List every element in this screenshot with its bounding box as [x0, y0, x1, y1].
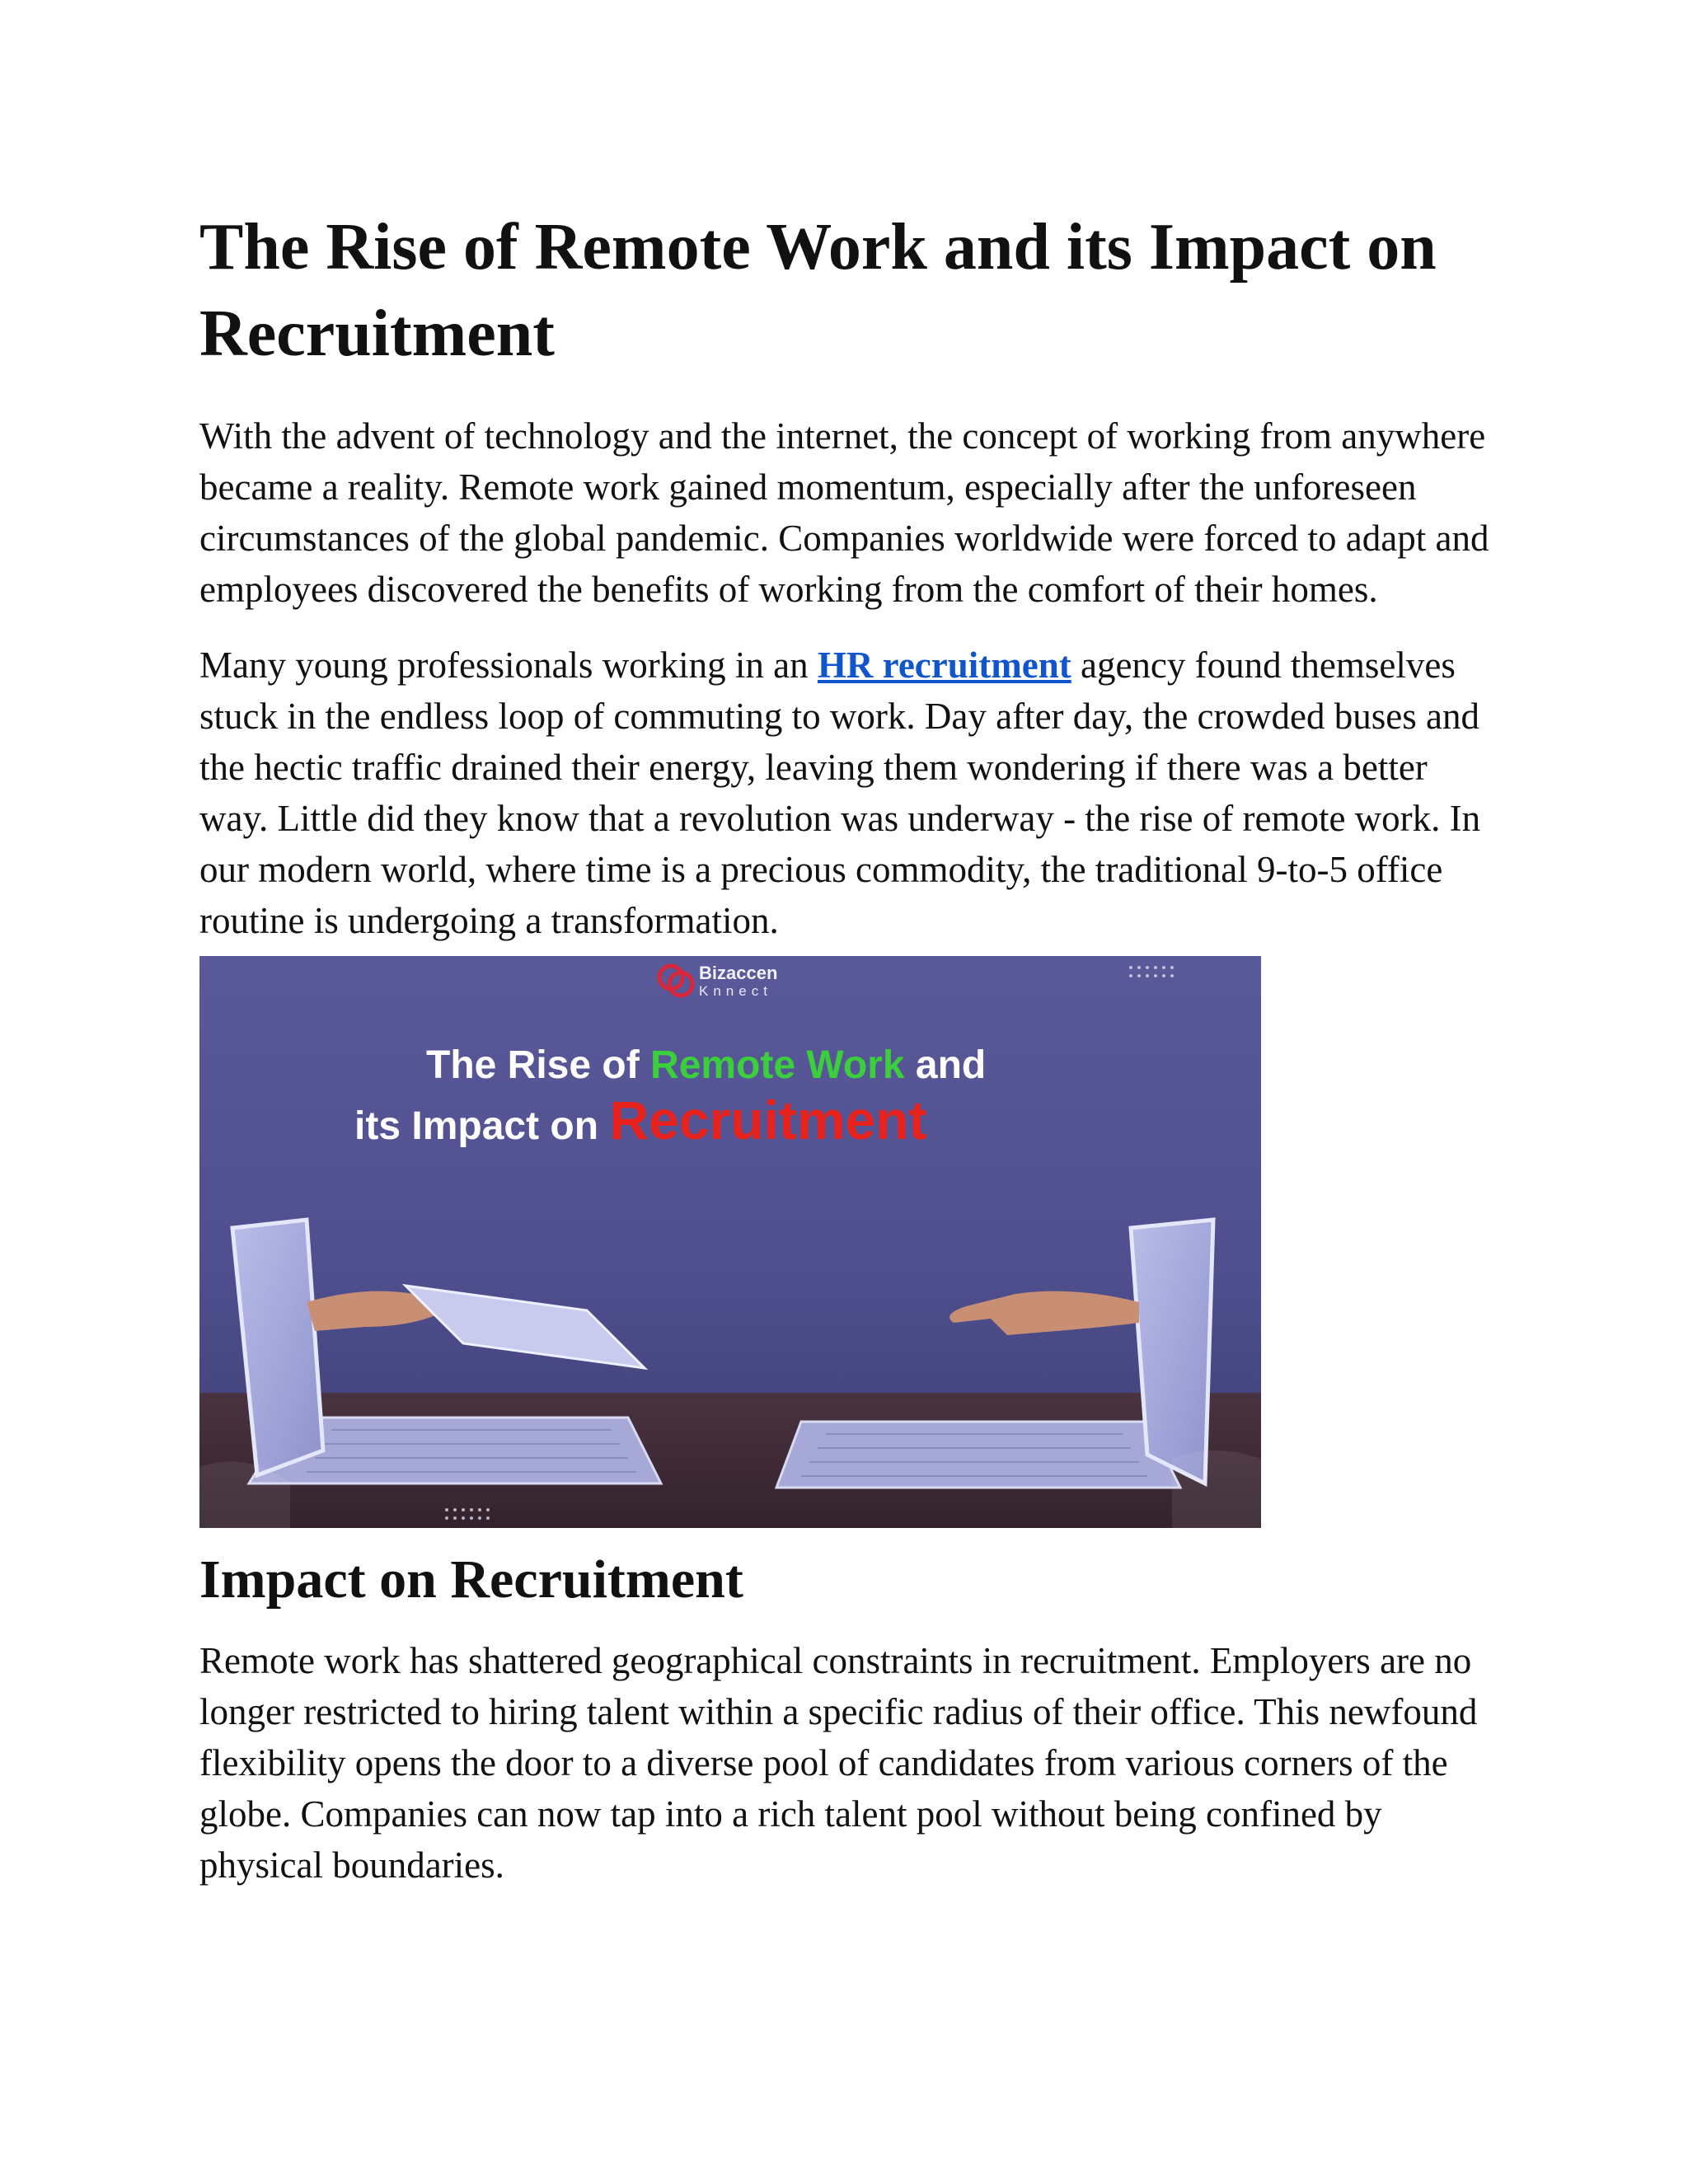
- banner-headline-line1: [426, 1043, 986, 1087]
- banner-line2-highlight: Recruitment: [609, 1090, 927, 1151]
- banner-line2-part-a: its Impact on: [354, 1104, 610, 1148]
- brand-name-line2: Knnect: [699, 983, 772, 999]
- paragraph-text-before-link: Many young professionals working in an: [199, 644, 818, 686]
- intro-paragraph: With the advent of technology and the internet, the concept of working from anywhere became a reality. Remote work gained momentum, especially after the unforeseen circumstances of the global pandemic. Companies worldwide were forced to adapt and employees discovered the benefits of working from the comfort of their homes.: [199, 415, 1489, 610]
- paragraph-text-after-link: agency found themselves stuck in the endless loop of commuting to work. Day after day, the crowded buses and the hectic traffic drained their energy, leaving them wondering if there was a better way. Little did they know that a revolution was underway - the rise of remote work. In our modern world, where time is a precious commodity, the traditional 9-to-5 office routine is undergoing a transformation.: [199, 644, 1481, 941]
- banner-line1-highlight: Remote Work: [650, 1043, 905, 1087]
- article-title: The Rise of Remote Work and its Impact on Recruitment: [199, 211, 1437, 370]
- hr-recruitment-link[interactable]: HR recruitment: [817, 644, 1071, 686]
- commute-paragraph: [199, 640, 1502, 946]
- article-body: [199, 204, 1502, 1891]
- banner-line1-part-c: and: [904, 1043, 987, 1087]
- section-heading: Impact on Recruitment: [199, 1549, 743, 1610]
- brand-name-line1: Bizaccen: [699, 963, 778, 983]
- article-banner-image: [199, 956, 1261, 1528]
- banner-line1-part-a: The Rise of: [426, 1043, 651, 1087]
- impact-paragraph: Remote work has shattered geographical constraints in recruitment. Employers are no longer restricted to hiring talent within a specific radius of their office. This newfound flexibility opens the door to a diverse pool of candidates from various corners of the globe. Companies can now tap into a rich talent pool without being confined by physical boundaries.: [199, 1640, 1478, 1886]
